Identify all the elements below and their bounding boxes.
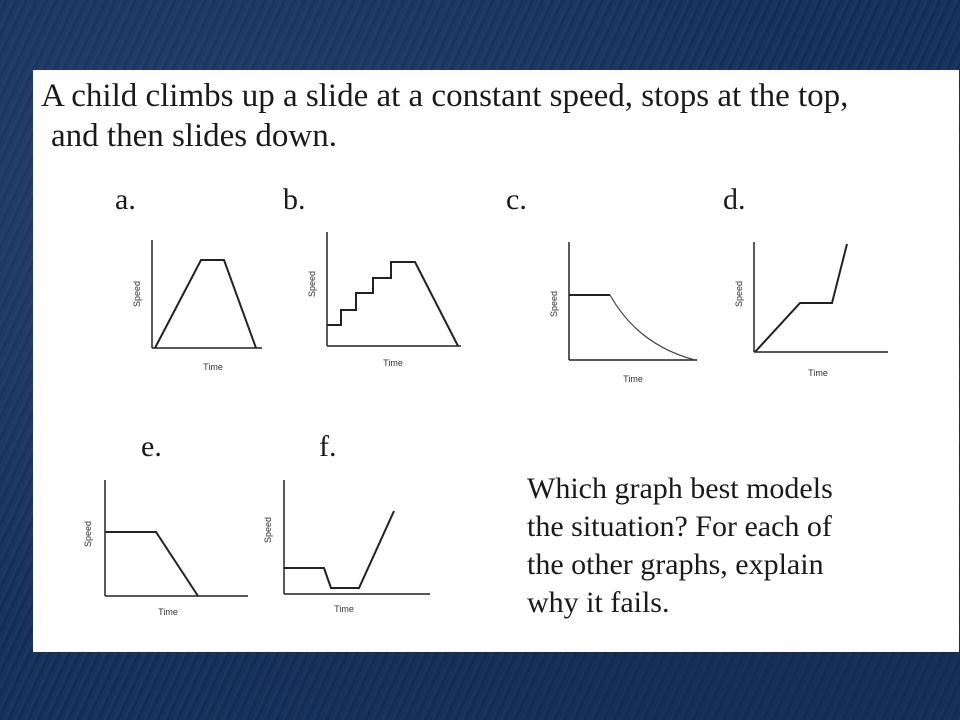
graph-a <box>128 230 268 380</box>
graph-a-label: a. <box>115 183 136 216</box>
graph-f-label: f. <box>319 430 337 463</box>
graph-f-curve <box>284 511 394 588</box>
graph-c-label: c. <box>506 183 527 216</box>
graph-e-xlabel: Time <box>158 607 178 617</box>
graph-d-ylabel: Speed <box>734 280 744 308</box>
graph-b <box>301 230 471 380</box>
question-line-2: the situation? For each of <box>527 510 832 543</box>
graph-c-ylabel: Speed <box>549 290 559 318</box>
graph-c <box>543 240 703 390</box>
graph-d-curve <box>755 244 847 352</box>
graph-c-curve <box>610 295 695 360</box>
graph-b-ylabel: Speed <box>307 270 317 298</box>
graph-b-xlabel: Time <box>383 358 403 368</box>
graph-b-curve <box>327 262 458 346</box>
question-text <box>527 470 947 622</box>
prompt-text <box>41 76 941 156</box>
graph-e-curve <box>105 532 198 596</box>
graph-a-xlabel: Time <box>203 362 223 372</box>
slide-panel <box>33 70 959 652</box>
question-line-1: Which graph best models <box>527 472 833 505</box>
graph-d-label: d. <box>723 183 746 216</box>
graph-a-ylabel: Speed <box>132 280 142 308</box>
graph-e <box>78 478 258 628</box>
graph-e-ylabel: Speed <box>83 520 93 548</box>
graph-d <box>728 240 898 390</box>
graph-d-xlabel: Time <box>808 368 828 378</box>
graph-a-curve <box>155 260 256 348</box>
question-line-4: why it fails. <box>527 586 670 619</box>
prompt-line-1: A child climbs up a slide at a constant speed, stops at the top, <box>41 78 849 114</box>
graph-b-label: b. <box>283 183 306 216</box>
graph-f <box>258 478 438 628</box>
graph-c-xlabel: Time <box>623 374 643 384</box>
prompt-line-2: and then slides down. <box>51 118 337 154</box>
graph-f-xlabel: Time <box>334 604 354 614</box>
graph-e-label: e. <box>141 430 162 463</box>
question-line-3: the other graphs, explain <box>527 548 824 581</box>
graph-f-ylabel: Speed <box>263 516 273 544</box>
